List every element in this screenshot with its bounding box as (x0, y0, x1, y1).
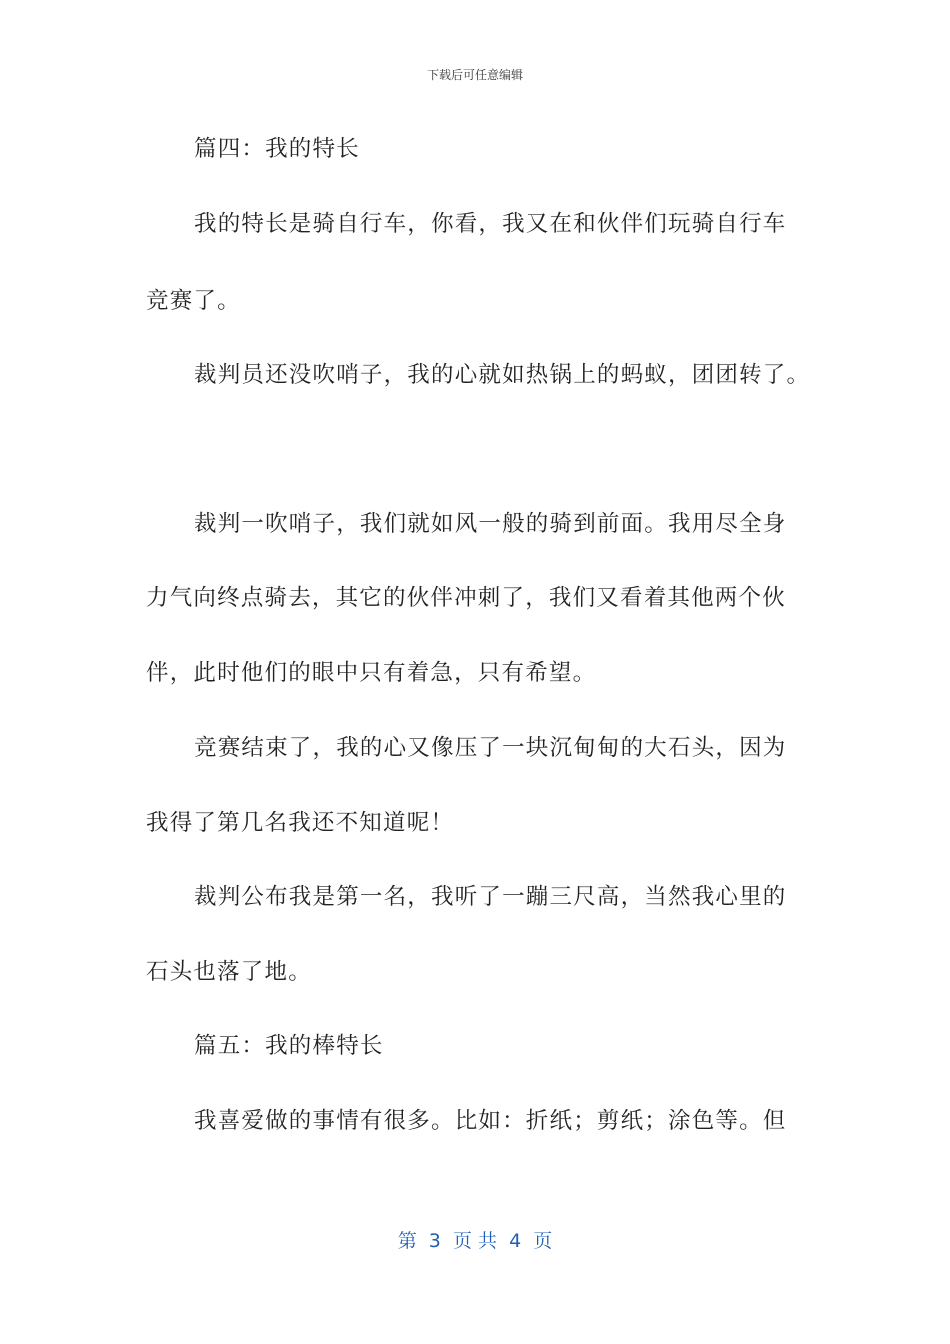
section-title-4: 篇四：我的特长 (194, 136, 360, 162)
paragraph-line: 我喜爱做的事情有很多。比如：折纸；剪纸；涂色等。但 (194, 1108, 787, 1134)
paragraph-line: 力气向终点骑去，其它的伙伴冲刺了，我们又看着其他两个伙 (146, 585, 786, 611)
paragraph-line: 裁判公布我是第一名，我听了一蹦三尺高，当然我心里的 (194, 884, 787, 910)
paragraph-line: 裁判一吹哨子，我们就如风一般的骑到前面。我用尽全身 (194, 511, 787, 537)
page-header: 下载后可任意编辑 (426, 68, 523, 82)
page-number-footer: 第 3 页 共 4 页 (397, 1230, 553, 1252)
paragraph-line: 我得了第几名我还不知道呢！ (146, 810, 455, 836)
section-title-5: 篇五：我的棒特长 (194, 1033, 384, 1059)
paragraph-line: 竞赛了。 (146, 288, 241, 314)
paragraph-line: 我的特长是骑自行车，你看，我又在和伙伴们玩骑自行车 (194, 211, 787, 237)
paragraph-line: 石头也落了地。 (146, 959, 312, 985)
paragraph-line: 裁判员还没吹哨子，我的心就如热锅上的蚂蚁，团团转了。 (194, 362, 811, 388)
paragraph-line: 竞赛结束了，我的心又像压了一块沉甸甸的大石头，因为 (194, 735, 787, 761)
paragraph-line: 伴，此时他们的眼中只有着急，只有希望。 (146, 660, 597, 686)
